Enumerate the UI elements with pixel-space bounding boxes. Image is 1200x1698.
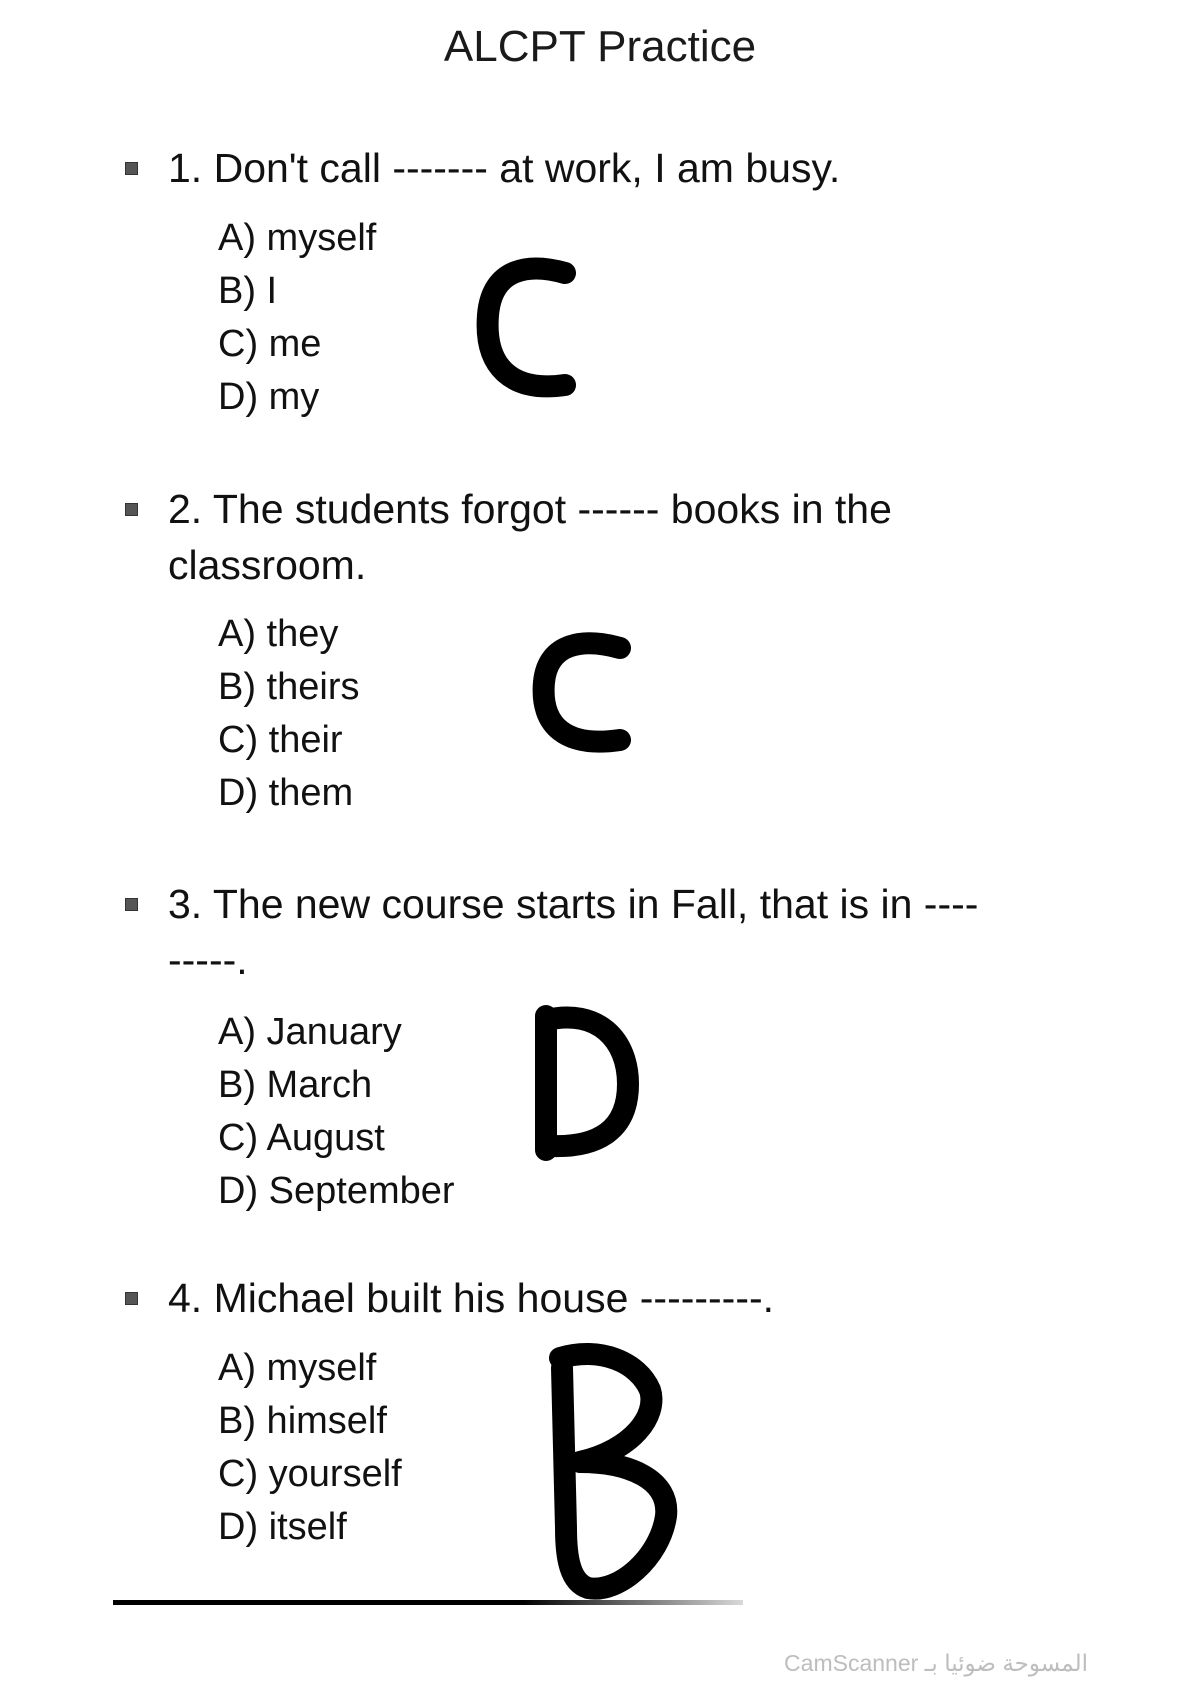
option-a: A) January <box>218 1011 402 1053</box>
option-b: B) March <box>218 1064 373 1106</box>
option-d: D) itself <box>218 1506 347 1548</box>
option-d: D) them <box>218 772 354 814</box>
option-b: B) I <box>218 270 278 312</box>
option-c: C) me <box>218 323 322 365</box>
answer-options <box>218 608 359 820</box>
page-title: ALCPT Practice <box>443 22 757 71</box>
option-a: A) myself <box>218 217 377 259</box>
option-c: C) their <box>218 719 343 761</box>
option-d: D) my <box>218 376 320 418</box>
bullet-icon <box>125 898 138 911</box>
option-b: B) himself <box>218 1400 387 1442</box>
question-text: 1. Don't call ------- at work, I am busy. <box>168 145 841 191</box>
bullet-icon <box>125 162 138 175</box>
handwritten-answer-c <box>470 255 590 405</box>
option-a: A) they <box>218 613 339 655</box>
bullet-icon <box>125 503 138 516</box>
question-text: 2. The students forgot ------ books in the classroom. <box>168 486 892 588</box>
option-a: A) myself <box>218 1347 377 1389</box>
question-text: 3. The new course starts in Fall, that is in ---- -----. <box>168 881 979 983</box>
handwritten-answer-c <box>522 628 642 758</box>
answer-options <box>218 212 376 424</box>
option-d: D) September <box>218 1170 455 1212</box>
handwritten-answer-b <box>540 1338 690 1608</box>
answer-options <box>218 1342 402 1554</box>
option-c: C) August <box>218 1117 385 1159</box>
answer-options <box>218 1006 455 1218</box>
option-c: C) yourself <box>218 1453 402 1495</box>
option-b: B) theirs <box>218 666 360 708</box>
camscanner-watermark: CamScanner المسوحة ضوئيا بـ <box>784 1650 1088 1676</box>
question-text: 4. Michael built his house ---------. <box>168 1275 775 1321</box>
bottom-rule <box>113 1600 743 1605</box>
bullet-icon <box>125 1292 138 1305</box>
handwritten-answer-d <box>528 1000 648 1170</box>
